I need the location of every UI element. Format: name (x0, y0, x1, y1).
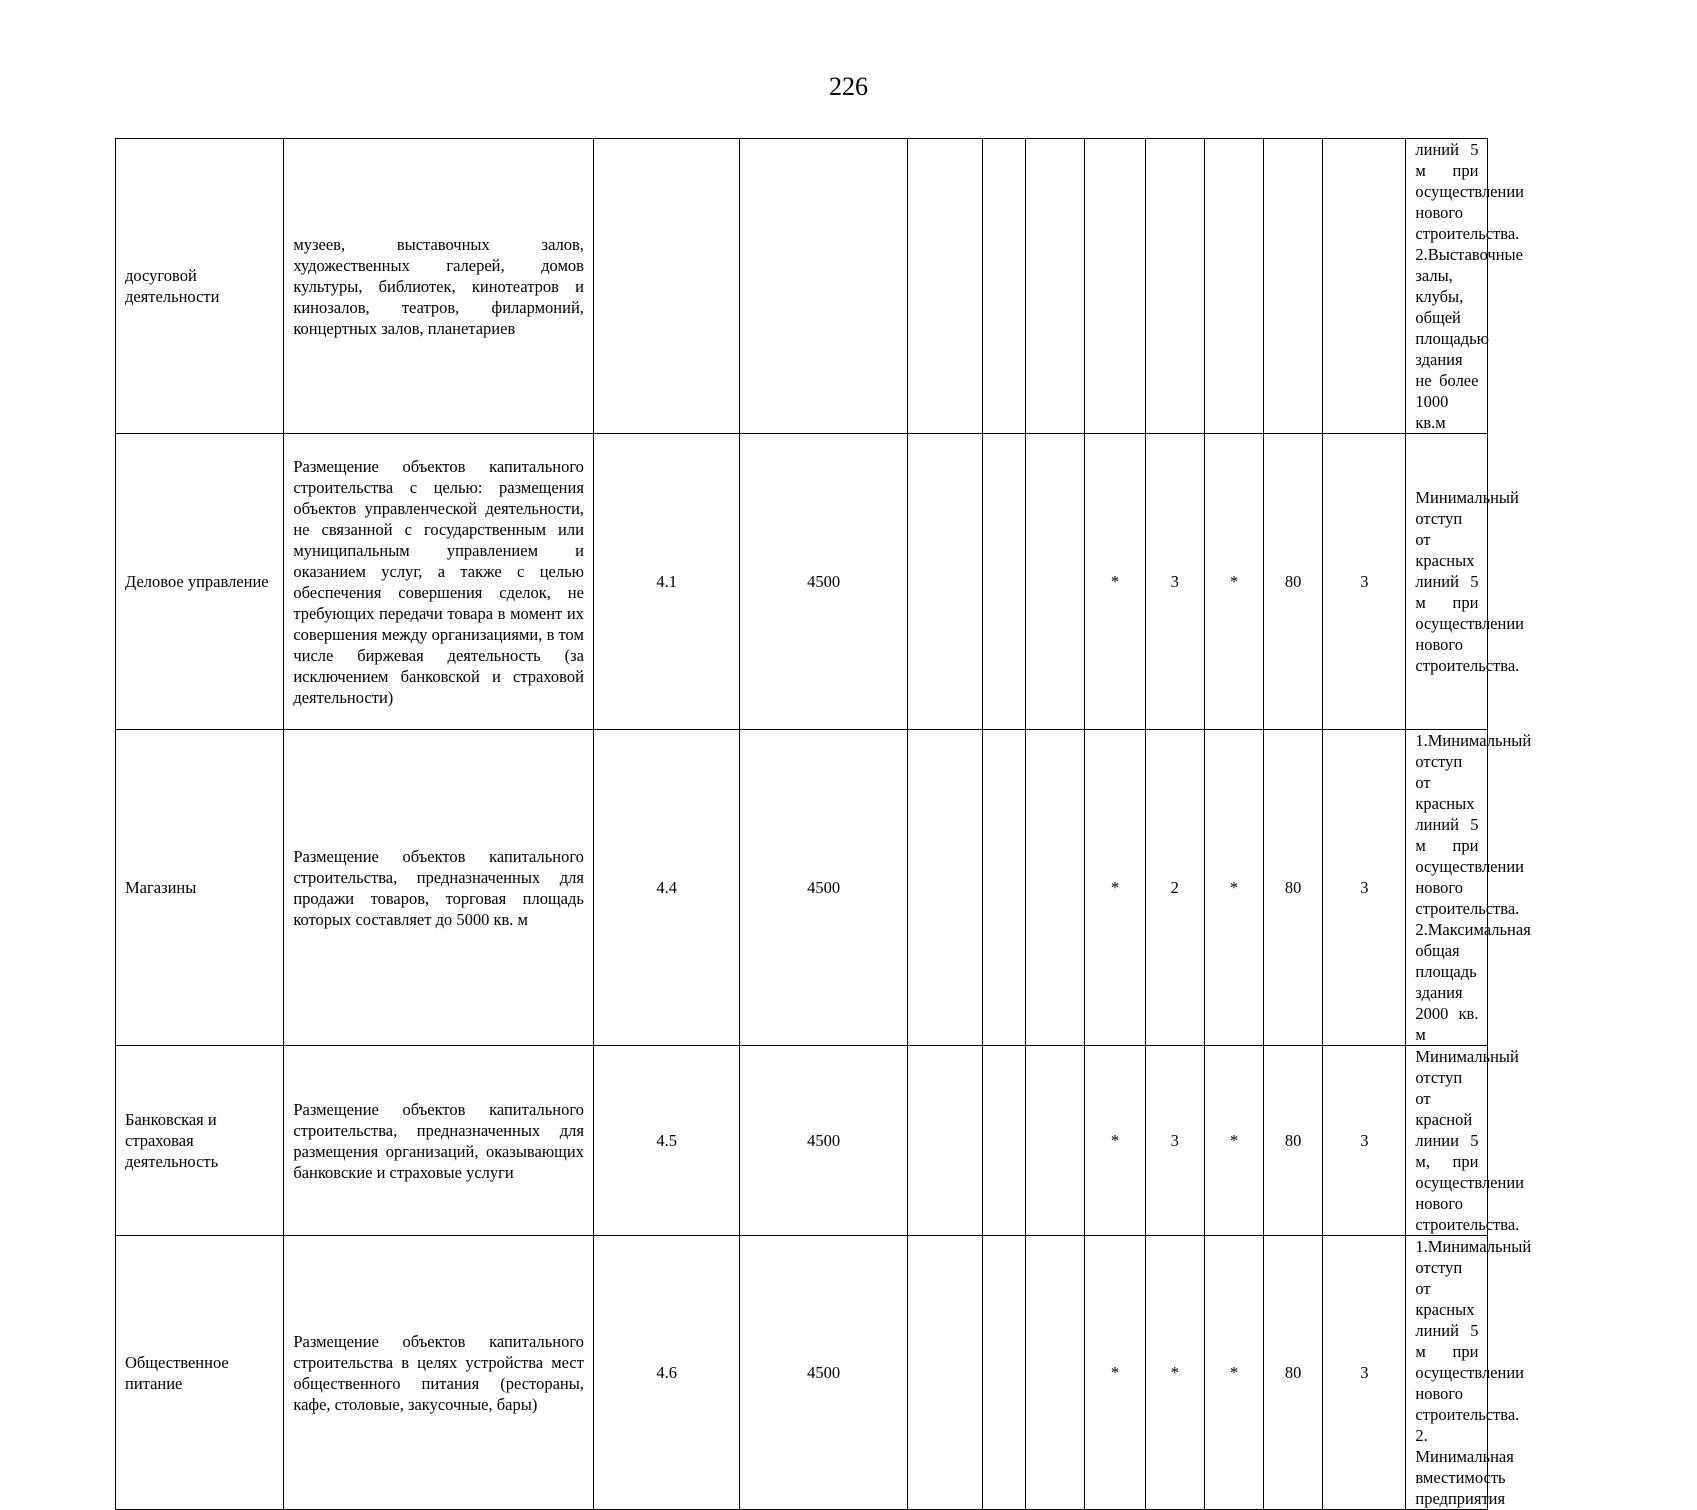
value-cell-c5 (1145, 139, 1204, 434)
value-cell-c2 (982, 730, 1026, 1046)
note-line: 1.Минимальный (1415, 1237, 1532, 1256)
value-cell-code: 4.6 (593, 1236, 740, 1510)
value-cell-code: 4.4 (593, 730, 740, 1046)
value-cell-c4 (1085, 139, 1145, 434)
value-cell-area: 4500 (740, 434, 907, 730)
value-cell-code: 4.5 (593, 1046, 740, 1236)
value-cell-c4: * (1085, 1046, 1145, 1236)
note-line: строительства. (1415, 224, 1520, 243)
regulations-table (115, 138, 1660, 1510)
note-line: здания не более (1415, 350, 1479, 390)
value-cell-c8: 3 (1323, 730, 1406, 1046)
value-cell-c8: 3 (1323, 1236, 1406, 1510)
table-row (116, 1046, 1660, 1236)
note-line: осуществлении (1415, 182, 1524, 201)
value-cell-c5: 2 (1145, 730, 1204, 1046)
value-cell-c3 (1026, 730, 1085, 1046)
land-use-name-cell: Магазины (116, 730, 284, 1046)
land-use-name-cell: Общественное питание (116, 1236, 284, 1510)
value-cell-c4: * (1085, 1236, 1145, 1510)
land-use-name-cell: Деловое управление (116, 434, 284, 730)
value-cell-c7: 80 (1264, 1236, 1323, 1510)
note-line: строительства. (1415, 1215, 1520, 1234)
note-line: Минимальный (1415, 488, 1519, 507)
value-cell-c6: * (1204, 1236, 1263, 1510)
table-row (116, 1236, 1660, 1510)
value-cell-c2 (982, 1046, 1026, 1236)
table-row (116, 730, 1660, 1046)
note-line: нового (1415, 1194, 1463, 1213)
note-cell (1406, 1236, 1532, 1510)
value-cell-area: 4500 (740, 1046, 907, 1236)
description-cell: Размещение объектов капитального строительства, предназначенных для размещения организаций, оказывающих банковские и страховые услуги (284, 1046, 594, 1236)
value-cell-c4: * (1085, 434, 1145, 730)
value-cell-c6: * (1204, 434, 1263, 730)
note-line: 2.Выставочные (1415, 245, 1523, 264)
note-cell (1406, 434, 1524, 730)
note-line: линий 5 м при (1415, 572, 1479, 612)
value-cell-c6: * (1204, 730, 1263, 1046)
value-cell-c7 (1264, 139, 1323, 434)
note-line: нового (1415, 203, 1463, 222)
note-line: 2.Максимальная (1415, 920, 1531, 939)
value-cell-c2 (982, 139, 1026, 434)
value-cell-c1 (907, 730, 982, 1046)
note-line: осуществлении (1415, 1363, 1524, 1382)
note-line: осуществлении (1415, 614, 1524, 633)
value-cell-c8: 3 (1323, 434, 1406, 730)
note-line: строительства. (1415, 1405, 1520, 1424)
description-cell: Размещение объектов капитального строительства с целью: размещения объектов управленческой деятельности, не связанной с государственным или муниципальным управлением и оказанием услуг, а также с целью обеспечения совершения сделок, не требующих передачи товара в момент их совершения между организациями, в том числе биржевая деятельность (за исключением банковской и страховой деятельности) (284, 434, 594, 730)
value-cell-c7: 80 (1264, 434, 1323, 730)
value-cell-area (740, 139, 907, 434)
value-cell-c5: 3 (1145, 434, 1204, 730)
value-cell-c1 (907, 139, 982, 434)
value-cell-c4: * (1085, 730, 1145, 1046)
note-line: здания 2000 кв. м (1415, 983, 1479, 1044)
value-cell-code (593, 139, 740, 434)
value-cell-c1 (907, 1046, 982, 1236)
value-cell-c3 (1026, 139, 1085, 434)
value-cell-c5: 3 (1145, 1046, 1204, 1236)
note-line: линий 5 м при (1415, 815, 1479, 855)
note-line: нового (1415, 1384, 1463, 1403)
value-cell-c5: * (1145, 1236, 1204, 1510)
note-line: осуществлении (1415, 857, 1524, 876)
note-line: отступ от красных (1415, 752, 1475, 813)
note-line: осуществлении (1415, 1173, 1524, 1192)
table-row (116, 434, 1660, 730)
description-cell: Размещение объектов капитального строительства, предназначенных для продажи товаров, торговая площадь которых составляет до 5000 кв. м (284, 730, 594, 1046)
value-cell-area: 4500 (740, 730, 907, 1046)
note-line: 1.Минимальный (1415, 731, 1532, 750)
note-line: 1000 кв.м (1415, 392, 1449, 432)
note-line: отступ от красной (1415, 1068, 1473, 1129)
value-cell-c1 (907, 434, 982, 730)
note-line: Минимальный (1415, 1047, 1519, 1066)
note-cell (1406, 730, 1532, 1046)
value-cell-c6: * (1204, 1046, 1263, 1236)
page-number: 226 (829, 72, 868, 101)
note-line: общей площадью (1415, 308, 1489, 348)
description-cell: музеев, выставочных залов, художественных галерей, домов культуры, библиотек, кинотеатров и кинозалов, театров, филармоний, концертных залов, планетариев (284, 139, 594, 434)
note-line: нового (1415, 635, 1463, 654)
note-line: залы, клубы, (1415, 266, 1464, 306)
note-line: предприятия (1415, 1489, 1506, 1508)
note-cell (1406, 1046, 1524, 1236)
note-line: 2. Минимальная (1415, 1426, 1514, 1466)
note-line: строительства. (1415, 656, 1520, 675)
note-line: отступ от красных (1415, 1258, 1475, 1319)
value-cell-c8 (1323, 139, 1406, 434)
value-cell-c3 (1026, 1236, 1085, 1510)
description-cell: Размещение объектов капитального строительства в целях устройства мест общественного питания (рестораны, кафе, столовые, закусочные, бары) (284, 1236, 594, 1510)
land-use-name-cell: Банковская и страховая деятельность (116, 1046, 284, 1236)
value-cell-c7: 80 (1264, 730, 1323, 1046)
value-cell-c8: 3 (1323, 1046, 1406, 1236)
value-cell-area: 4500 (740, 1236, 907, 1510)
value-cell-c2 (982, 434, 1026, 730)
value-cell-c3 (1026, 434, 1085, 730)
note-line: линии 5 м, при (1415, 1131, 1479, 1171)
table-row (116, 139, 1660, 434)
note-cell (1406, 139, 1524, 434)
note-line: отступ от красных (1415, 509, 1475, 570)
table-body (116, 139, 1660, 1510)
note-line: линий 5 м при (1415, 1321, 1479, 1361)
note-line: нового (1415, 878, 1463, 897)
value-cell-c6 (1204, 139, 1263, 434)
note-line: вместимость (1415, 1468, 1506, 1487)
value-cell-c7: 80 (1264, 1046, 1323, 1236)
value-cell-code: 4.1 (593, 434, 740, 730)
land-use-name-cell: досуговой деятельности (116, 139, 284, 434)
value-cell-c2 (982, 1236, 1026, 1510)
note-line: общая площадь (1415, 941, 1477, 981)
note-line: линий 5 м при (1415, 140, 1479, 180)
value-cell-c3 (1026, 1046, 1085, 1236)
note-line: строительства. (1415, 899, 1520, 918)
value-cell-c1 (907, 1236, 982, 1510)
